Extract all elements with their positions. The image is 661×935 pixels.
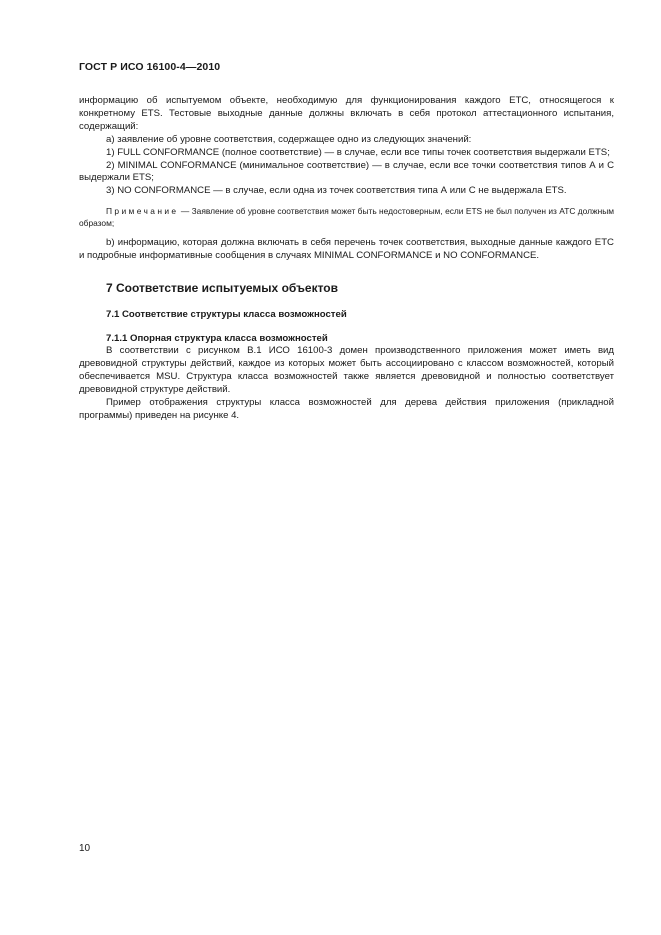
section-paragraph-2: Пример отображения структуры класса возможностей для дерева действия приложения (прикладной программы) приведен на рисунке 4. bbox=[79, 396, 614, 421]
document-header: ГОСТ Р ИСО 16100-4—2010 bbox=[79, 61, 221, 73]
page-number: 10 bbox=[79, 843, 91, 854]
note-label: Примечание bbox=[106, 206, 179, 217]
document-body bbox=[79, 95, 614, 423]
subsection-7-1-1-heading: 7.1.1 Опорная структура класса возможностей bbox=[106, 333, 328, 345]
section-paragraph-1: В соответствии с рисунком В.1 ИСО 16100-3 домен производственного приложения может иметь вид древовидной структуры действий, каждое из которых может быть ассоциировано с классом возможностей, который обеспечивается MSU. Структура класса возможностей также является древовидной и полностью соответствует древовидной структуре действий. bbox=[79, 345, 614, 395]
list-item-b: b) информацию, которая должна включать в себя перечень точек соответствия, выходные данные каждого ETC и подробные информативные сообщения в случаях MINIMAL CONFORMANCE и NO CONFORMANCE. bbox=[79, 237, 614, 262]
note-text: — Заявление об уровне соответствия может быть недостоверным, если ETS не был получен из АТС должным образом; bbox=[79, 206, 614, 228]
list-item-a: а) заявление об уровне соответствия, содержащее одно из следующих значений: bbox=[106, 133, 472, 145]
list-item-1: 1) FULL CONFORMANCE (полное соответствие) — в случае, если все типы точек соответствия выдержали ETS; bbox=[106, 146, 610, 158]
note bbox=[79, 206, 614, 229]
list-item-2: 2) MINIMAL CONFORMANCE (минимальное соответствие) — в случае, если все точки соответствия типов А и С выдержали ETS; bbox=[79, 159, 614, 184]
subsection-7-1-heading: 7.1 Соответствие структуры класса возможностей bbox=[106, 309, 347, 321]
intro-paragraph: информацию об испытуемом объекте, необходимую для функционирования каждого ETC, относящегося к конкретному ETS. Тестовые выходные данные должны включать в себя протокол аттестационного испытания, содержащий: bbox=[79, 95, 614, 132]
list-item-3: 3) NO CONFORMANCE — в случае, если одна из точек соответствия типа А или С не выдержала ETS. bbox=[106, 185, 567, 197]
section-7-heading: 7 Соответствие испытуемых объектов bbox=[106, 281, 339, 296]
